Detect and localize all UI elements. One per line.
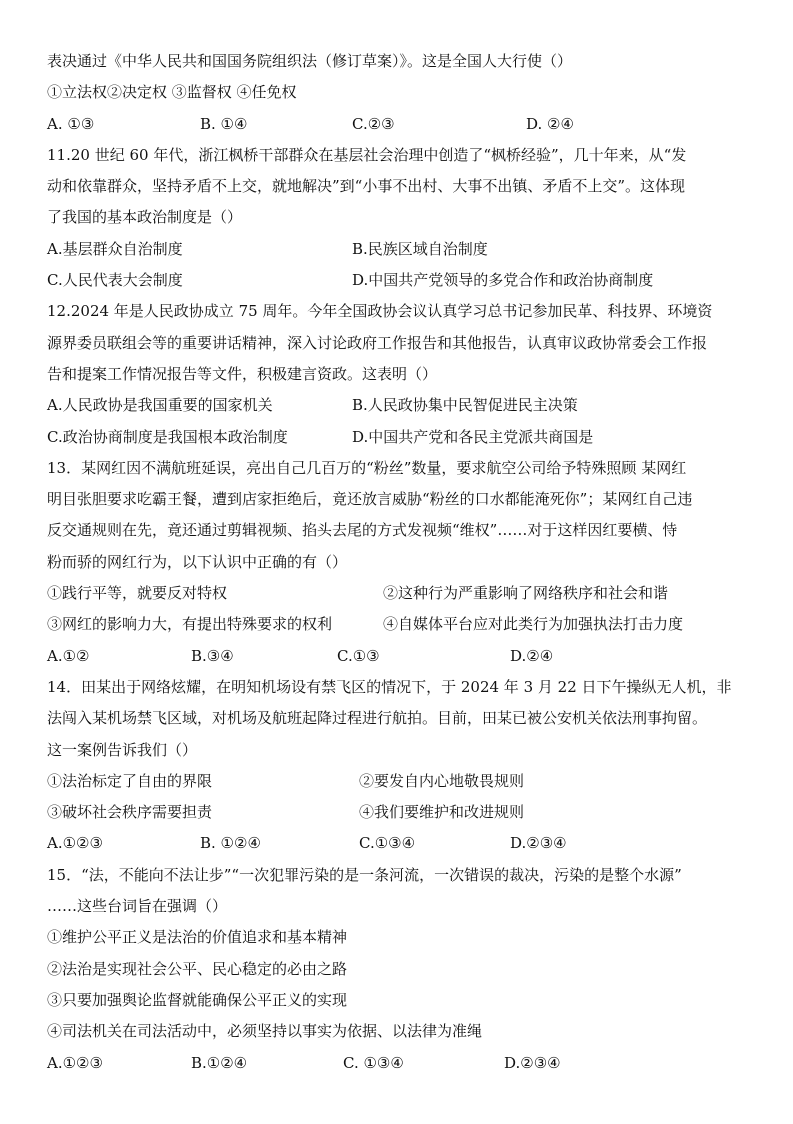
q13-statement-4: ④自媒体平台应对此类行为加强执法打击力度 <box>383 615 684 634</box>
q11-option-b: B.民族区域自治制度 <box>352 239 488 258</box>
q15-stem-line: ……这些台词旨在强调（） <box>47 897 228 916</box>
q11-options-row2 <box>47 265 757 296</box>
q12-option-c: C.政治协商制度是我国根本政治制度 <box>47 427 288 446</box>
q13-stem-line: 反交通规则在先，竟还通过剪辑视频、掐头去尾的方式发视频“维权”……对于这样因红要横、恃 <box>47 521 678 540</box>
q13-statements-row2 <box>47 609 757 640</box>
q13-statement-1: ①践行平等，就要反对特权 <box>47 584 228 603</box>
q15-options <box>47 1048 757 1079</box>
q14-stem-line: 这一案例告诉我们（） <box>47 740 198 759</box>
q10-option-a: A. ①③ <box>47 114 95 133</box>
q13-statement-2: ②这种行为严重影响了网络秩序和社会和谐 <box>383 584 669 603</box>
q15-statement-4: ④司法机关在司法活动中，必须坚持以事实为依据、以法律为准绳 <box>47 1022 483 1041</box>
q12-stem-line: 告和提案工作情况报告等文件，积极建言资政。这表明（） <box>47 364 438 383</box>
q15-stem-line: 15．“法，不能向不法让步”“一次犯罪污染的是一条河流，一次错误的裁决，污染的是整个水源” <box>47 865 682 884</box>
q10-options <box>47 109 757 140</box>
q13-stem-line: 明目张胆要求吃霸王餐，遭到店家拒绝后，竟还放言威胁“粉丝的口水都能淹死你”；某网红自己违 <box>47 490 693 509</box>
q13-options <box>47 641 757 672</box>
q14-option-a: A.①②③ <box>47 834 103 853</box>
q15-statement-1: ①维护公平正义是法治的价值追求和基本精神 <box>47 928 348 947</box>
q12-stem-line: 12.2024 年是人民政协成立 75 周年。今年全国政协会议认真学习总书记参加民革、科技界、环境资 <box>47 302 713 321</box>
q14-option-b: B. ①②④ <box>200 834 261 853</box>
q11-option-a: A.基层群众自治制度 <box>47 239 183 258</box>
q13-statements-row1 <box>47 578 757 609</box>
q15-option-a: A.①②③ <box>47 1053 103 1072</box>
q15-statement-2: ②法治是实现社会公平、民心稳定的必由之路 <box>47 959 348 978</box>
q14-statement-3: ③破坏社会秩序需要担责 <box>47 803 213 822</box>
q15-statement-3: ③只要加强舆论监督就能确保公平正义的实现 <box>47 990 348 1009</box>
q13-option-c: C.①③ <box>337 646 380 665</box>
q11-options-row1 <box>47 234 757 265</box>
q14-statement-2: ②要发自内心地敬畏规则 <box>359 771 525 790</box>
q12-options-row2 <box>47 422 757 453</box>
q11-option-d: D.中国共产党领导的多党合作和政治协商制度 <box>352 271 654 290</box>
q12-option-a: A.人民政协是我国重要的国家机关 <box>47 396 273 415</box>
q11-stem-line: 了我国的基本政治制度是（） <box>47 208 243 227</box>
q13-stem-line: 13．某网红因不满航班延误，亮出自己几百万的“粉丝”数量，要求航空公司给予特殊照顾 某网红 <box>47 458 687 477</box>
q14-statements-row1 <box>47 766 757 797</box>
q14-statement-1: ①法治标定了自由的界限 <box>47 771 213 790</box>
q14-stem-line: 14．田某出于网络炫耀，在明知机场设有禁飞区的情况下，于 2024 年 3 月 22 日下午操纵无人机，非 <box>47 677 732 696</box>
q14-stem-line: 法闯入某机场禁飞区域，对机场及航班起降过程进行航拍。目前，田某已被公安机关依法刑事拘留。 <box>47 709 708 728</box>
q15-option-c: C. ①③④ <box>343 1053 404 1072</box>
q12-options-row1 <box>47 390 757 421</box>
q12-option-b: B.人民政协集中民智促进民主决策 <box>352 396 578 415</box>
q10-option-d: D. ②④ <box>526 114 574 133</box>
q13-option-d: D.②④ <box>510 646 554 665</box>
q10-option-b: B. ①④ <box>200 114 248 133</box>
q11-option-c: C.人民代表大会制度 <box>47 271 183 290</box>
q13-option-b: B.③④ <box>191 646 234 665</box>
q13-option-a: A.①② <box>47 646 90 665</box>
q14-statement-4: ④我们要维护和改进规则 <box>359 803 525 822</box>
q15-option-b: B.①②④ <box>191 1053 248 1072</box>
q10-option-c: C.②③ <box>352 114 395 133</box>
q15-option-d: D.②③④ <box>504 1053 561 1072</box>
q10-stem-tail: 表决通过《中华人民共和国国务院组织法（修订草案）》。这是全国人大行使（） <box>47 52 573 70</box>
q14-option-d: D.②③④ <box>510 834 567 853</box>
exam-page <box>47 46 757 1079</box>
q12-stem-line: 源界委员联组会等的重要讲话精神，深入讨论政府工作报告和其他报告，认真审议政协常委会工作报 <box>47 333 708 352</box>
q14-statements-row2 <box>47 797 757 828</box>
q10-statements: ①立法权②决定权 ③监督权 ④任免权 <box>47 83 297 102</box>
q14-option-c: C.①③④ <box>359 834 416 853</box>
q13-statement-3: ③网红的影响力大，有提出特殊要求的权利 <box>47 615 333 634</box>
q13-stem-line: 粉而骄的网红行为，以下认识中正确的有（） <box>47 552 348 571</box>
q11-stem-line: 动和依靠群众，坚持矛盾不上交，就地解决”到“小事不出村、大事不出镇、矛盾不上交”。这体现 <box>47 177 686 196</box>
q12-option-d: D.中国共产党和各民主党派共商国是 <box>352 427 594 446</box>
q11-stem-line: 11.20 世纪 60 年代，浙江枫桥干部群众在基层社会治理中创造了“枫桥经验”，几十年来，从“发 <box>47 145 687 164</box>
q14-options <box>47 828 757 859</box>
